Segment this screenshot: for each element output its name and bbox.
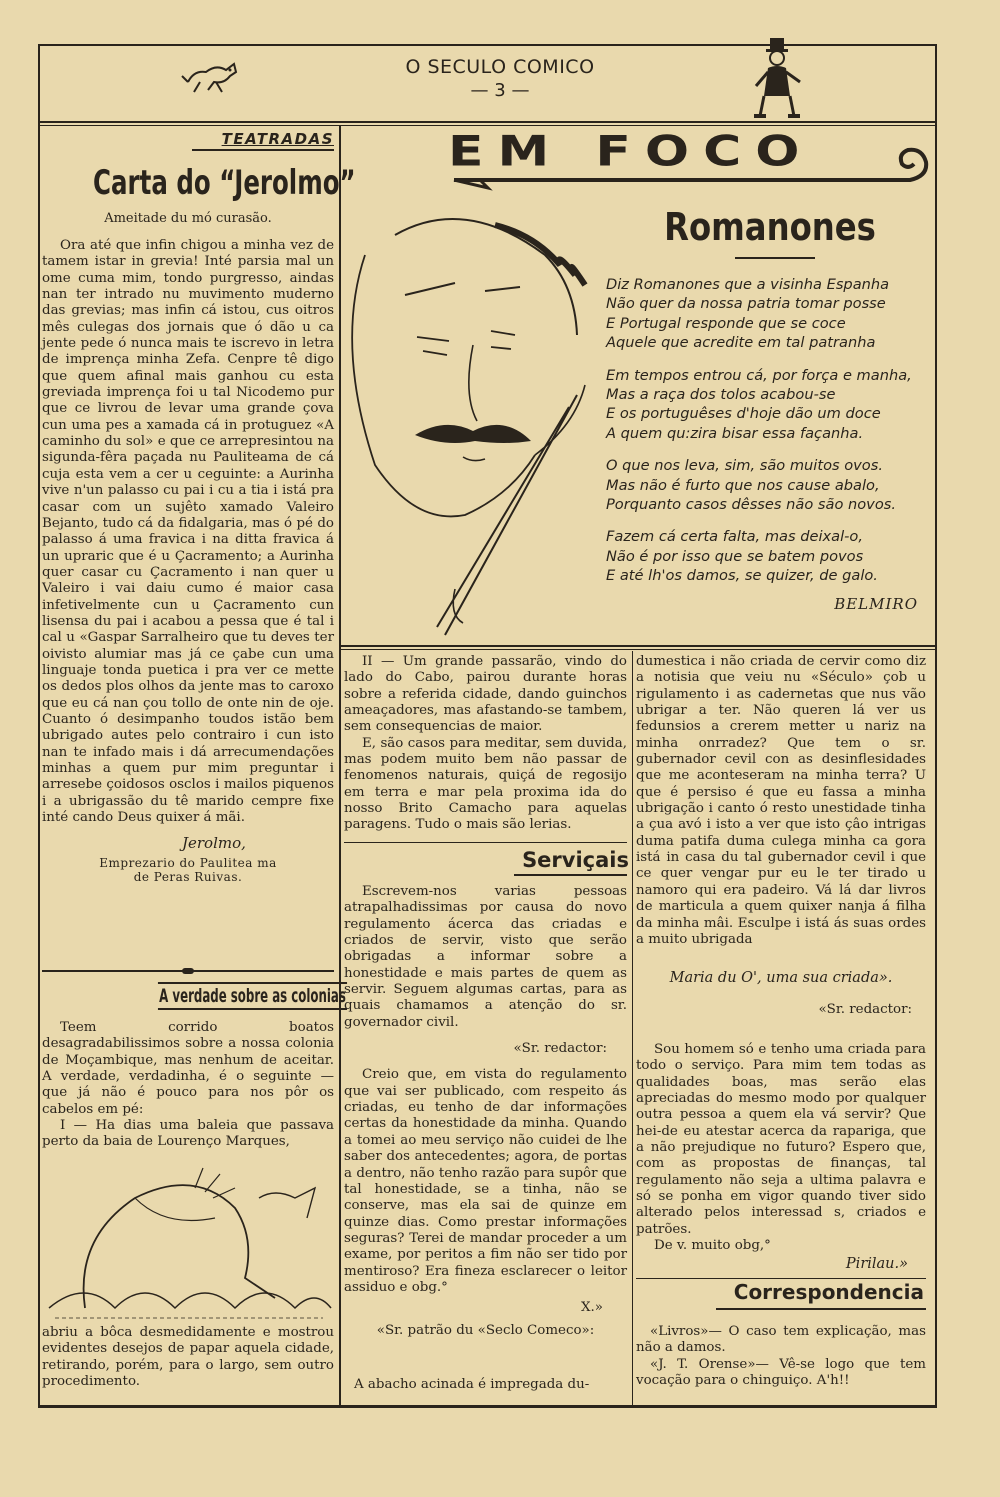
letter-2-body-start: A abacho acinada é impregada du- bbox=[354, 1377, 590, 1392]
letter-2-sign: Maria du O', uma sua criada». bbox=[669, 970, 893, 986]
letter-2-salutation: «Sr. patrão du «Seclo Comeco»: bbox=[376, 1322, 595, 1338]
stanza-4 bbox=[606, 527, 930, 585]
poem-line: E até lh'os damos, se quizer, de galo. bbox=[606, 567, 878, 585]
colonias-continued bbox=[42, 1325, 334, 1390]
poem-line: Mas não é furto que nos cause abalo, bbox=[606, 476, 880, 494]
section-heading: TEATRADAS bbox=[221, 130, 334, 148]
colonias-item-1: I — Ha dias uma baleia que passava perto da baia de Lourenço Marques, bbox=[42, 1118, 334, 1150]
column-rule bbox=[339, 125, 341, 1405]
colonias-item-2: II — Um grande passarão, vindo do lado do Cabo, pairou durante horas sobre a referida cidade, dando guinchos ameaçadores, mas afastando-se tambem, sem consequencias de maior. bbox=[344, 654, 627, 735]
poem bbox=[600, 275, 930, 586]
letter-3-closing: De v. muito obg,° bbox=[654, 1238, 771, 1254]
signature-line-1: Emprezario do Paulitea ma bbox=[99, 856, 277, 871]
page-number: — 3 — bbox=[470, 80, 530, 101]
correspondencia bbox=[636, 1324, 926, 1389]
whale-illustration bbox=[45, 1158, 333, 1324]
letter-3-salutation: «Sr. redactor: bbox=[818, 1002, 912, 1017]
article-body: Ora até que infin chigou a minha vez de tamem istar in grevia! Inté parsia mal un ome cuma mim, tondo purgresso, aindas nan ter intrado nu muvimento muderno das grevias; mas infin cá istou, cus oitros mês culegas dos jornais que ó dão u ca jente pede ó nunca mais te iscrevo in letra de imprença minha Zefa. Cenpre tê digo que quem afinal mais ganhou cu esta greviada imprença foi u tal Nicodemo pur que ce livrou de levar uma grande çova cun uma pes a xamada cá in protuguez «A caminho du sol» e que ce arrepresintou na sigunda-fêra paçada nu Pauliteama de cá cuja esta vem a cer u ceguinte: a Aurinha vive n'un palasso cu pai i cu a tia i istá pra casar com un sujêto xamado Valeiro Bejanto, tudo cá da fidalgaria, mas ó pé do palasso á uma fravica i na ditta fravica á un upraric que é u Çacramento; a Aurinha quer casar cu Çacramento i nan quer u Valeiro i vai daiu cumo é maior casa infetivelmente cun u Çacramento cun lisensa du pai i acabou a pessa que é tal i cal u «Gaspar Sarralheiro que tu deves ter oivisto alumiar mas já ce çabe cun uma linguaje tonda puetica i pra ver ce mette os dedos plos olhos da jente mas to caroxo que eu cá nan çou tollo de onte nin de oje. Cuanto ó desimpanho toudos istão bem ubrigado autes pelo contrairo i cun isto nan te infado mais i dá arrecumendações minhas a quem pur mim preguntar i arresebe çoidosos osclos i mailos piquenos i a ubrigassão du tê marido cempre fixe inté cando Deus quixer á mãi. bbox=[42, 238, 334, 826]
servicais-intro: Escrevem-nos varias pessoas atrapalhadissimas por causa do novo regulamento ácerca das criadas e criados de servir, visto que serão obrigadas a informar sobre a honestidade e mais partes de quem as servir. Seguem algumas cartas, para as quais chamamos a atenção do sr. governador civil. bbox=[344, 884, 627, 1030]
divider bbox=[42, 968, 334, 974]
servicais-heading bbox=[344, 836, 629, 876]
poem-line: Aquele que acredite em tal patranha bbox=[606, 334, 876, 352]
em-foco-title: EM FOCO bbox=[448, 128, 814, 176]
stanza-2 bbox=[606, 366, 930, 444]
romanones-title: Romanones bbox=[664, 205, 876, 249]
em-foco-bottom-rule bbox=[341, 645, 935, 647]
teatradas-section bbox=[42, 130, 356, 885]
poem-line: O que nos leva, sim, são muitos ovos. bbox=[606, 457, 883, 475]
letter-2-signoff bbox=[636, 970, 926, 1017]
article-title bbox=[42, 163, 356, 203]
stanza-3 bbox=[606, 456, 930, 514]
correspondencia-item-2 bbox=[636, 1357, 926, 1390]
letter-3-sign: Pirilau.» bbox=[845, 1256, 908, 1273]
stanza-1 bbox=[606, 275, 930, 353]
servicais-article bbox=[344, 884, 627, 1347]
poem-line: Diz Romanones que a visinha Espanha bbox=[606, 276, 890, 293]
correspondencia-item-1-text: — O caso tem explicação, mas não a damos. bbox=[636, 1324, 926, 1356]
poem-line: Em tempos entrou cá, por força e manha, bbox=[606, 366, 912, 384]
column-rule-2 bbox=[632, 651, 633, 1405]
letter-1-body: Creio que, em vista do regulamento que vai ser publicado, com respeito ás criadas, eu tenho de dar informações certas da honestidade da minha. Quando a tomei ao meu serviço não cuidei de lhe saber dos antecedentes; agora, de portas a dentro, não tenho razão para supôr que tal honestidade, se a tinha, não se conserve, mas ela sai de quinze em quinze dias. Como prestar informações seguras? Terei de mandar proceder a um exame, por peritos a fim não ser tido por mentiroso? Era fineza esclarecer o leitor assiduo e obg.° bbox=[344, 1067, 627, 1295]
masthead bbox=[300, 56, 700, 101]
colonias-closing: E, são casos para meditar, sem duvida, mas podem muito bem não passar de fenomenos naturais, quiçá de regosijo em terra e mar pela proxima ida do nosso Brito Camacho para aquelas paragens. Tudo o mais são lerias. bbox=[344, 735, 627, 833]
man-illustration bbox=[742, 36, 812, 122]
correspondencia-title: Correspondencia bbox=[733, 1280, 924, 1304]
right-column bbox=[636, 654, 926, 948]
poem-line: Não quer da nossa patria tomar posse bbox=[606, 295, 886, 313]
letter-2-body: dumestica i não criada de cervir como diz a notisia que veiu nu «Século» çob u rigulamento i as cadernetas que nus vão ubrigar a ter. Não queren lá ver us fedunsios a crerem metter u nariz na minha onrradez? Que tem o sr. gubernador cevil con as desinflesidades que me aconteseram na minha terra? U que é persiso é que eu fassa a minha ubrigação i canto ó resto unestidade tinha a çua avó i isto a ver que isto çâo intrigas duma patifa duma culega minha ca gora istá in casa du tal gubernador cevil i que ce quer vengar pur eu le ter tirado u namoro qui era padeiro. Vá lá dar livros de marticula a quem quixer nanja á filha da minha mâi. Esculpe i istá ás suas ordes a muito ubrigada bbox=[636, 654, 926, 947]
correspondencia-item-2-label: «J. T. Orense» bbox=[650, 1356, 756, 1372]
correspondencia-item-2-text: — Vê-se logo que tem vocação para o chinguiço. A'h!! bbox=[636, 1356, 926, 1389]
correspondencia-item-1 bbox=[636, 1324, 926, 1357]
letter-3-body: Sou homem só e tenho uma criada para todo o serviço. Para mim tem todas as qualidades boas, mas serão elas apreciadas do mesmo modo por qualquer outra pessoa a quem ela vá servir? Que hei-de eu atestar acerca da rapariga, que a não prejudique no futuro? Espero que, com as propostas de finanças, tal regulamento não seja a ultima palavra e só se ponha em vigor quando tiver sido alterado pelos interessad s, criados e patrões. bbox=[636, 1042, 926, 1237]
swirl-ornament bbox=[440, 136, 930, 194]
poem-line: Não é por isso que se batem povos bbox=[606, 547, 864, 565]
article-title-text: Carta do “Jerolmo” bbox=[93, 163, 356, 203]
em-foco-banner bbox=[440, 128, 940, 188]
signature: Jerolmo, bbox=[182, 834, 246, 853]
letter-3 bbox=[636, 1042, 926, 1273]
em-foco-bottom-rule-2 bbox=[341, 649, 935, 650]
correspondencia-item-1-label: «Livros» bbox=[650, 1324, 709, 1339]
colonias-title-box bbox=[42, 982, 346, 1010]
poem-line: E Portugal responde que se coce bbox=[606, 314, 846, 332]
letter-1-salutation: «Sr. redactor: bbox=[513, 1041, 607, 1057]
poem-line: A quem qu:zira bisar essa façanha. bbox=[606, 424, 864, 442]
poem-line: E os portuguêses d'hoje dão um doce bbox=[606, 405, 881, 423]
colonias-section bbox=[42, 982, 346, 1151]
colonias-title: A verdade sobre as colonias bbox=[158, 982, 347, 1010]
article-subtitle: Ameitade du mó curasão. bbox=[104, 211, 272, 226]
romanones-article bbox=[600, 205, 930, 613]
signature-line-2: de Peras Ruivas. bbox=[133, 870, 243, 885]
colonias-intro: Teem corrido boatos desagradabilissimos sobre a nossa colonia de Moçambique, mas nenhum de aceitar. A verdade, verdadinha, é o seguinte — que já não é pouco para nos pôr os cabelos em pé: bbox=[42, 1020, 334, 1117]
letter-1-sign: X.» bbox=[581, 1300, 603, 1316]
poem-line: Porquanto casos dêsses não são novos. bbox=[606, 496, 896, 514]
servicais-title: Serviçais bbox=[522, 848, 629, 872]
poem-line: Fazem cá certa falta, mas deixal-o, bbox=[606, 528, 863, 546]
newspaper-title: O SECULO COMICO bbox=[405, 56, 595, 78]
poem-author: BELMIRO bbox=[834, 594, 918, 613]
letter-2-start bbox=[344, 1377, 627, 1393]
correspondencia-heading bbox=[636, 1276, 928, 1312]
dog-illustration bbox=[180, 52, 242, 98]
romanones-caricature bbox=[345, 195, 605, 645]
middle-column bbox=[344, 654, 627, 834]
colonias-item-1-cont: abriu a bôca desmedidamente e mostrou evidentes desejos de papar aquela cidade, retirando, porém, para o largo, sem outro procedimento. bbox=[42, 1325, 334, 1390]
poem-line: Mas a raça dos tolos acabou-se bbox=[606, 386, 836, 404]
